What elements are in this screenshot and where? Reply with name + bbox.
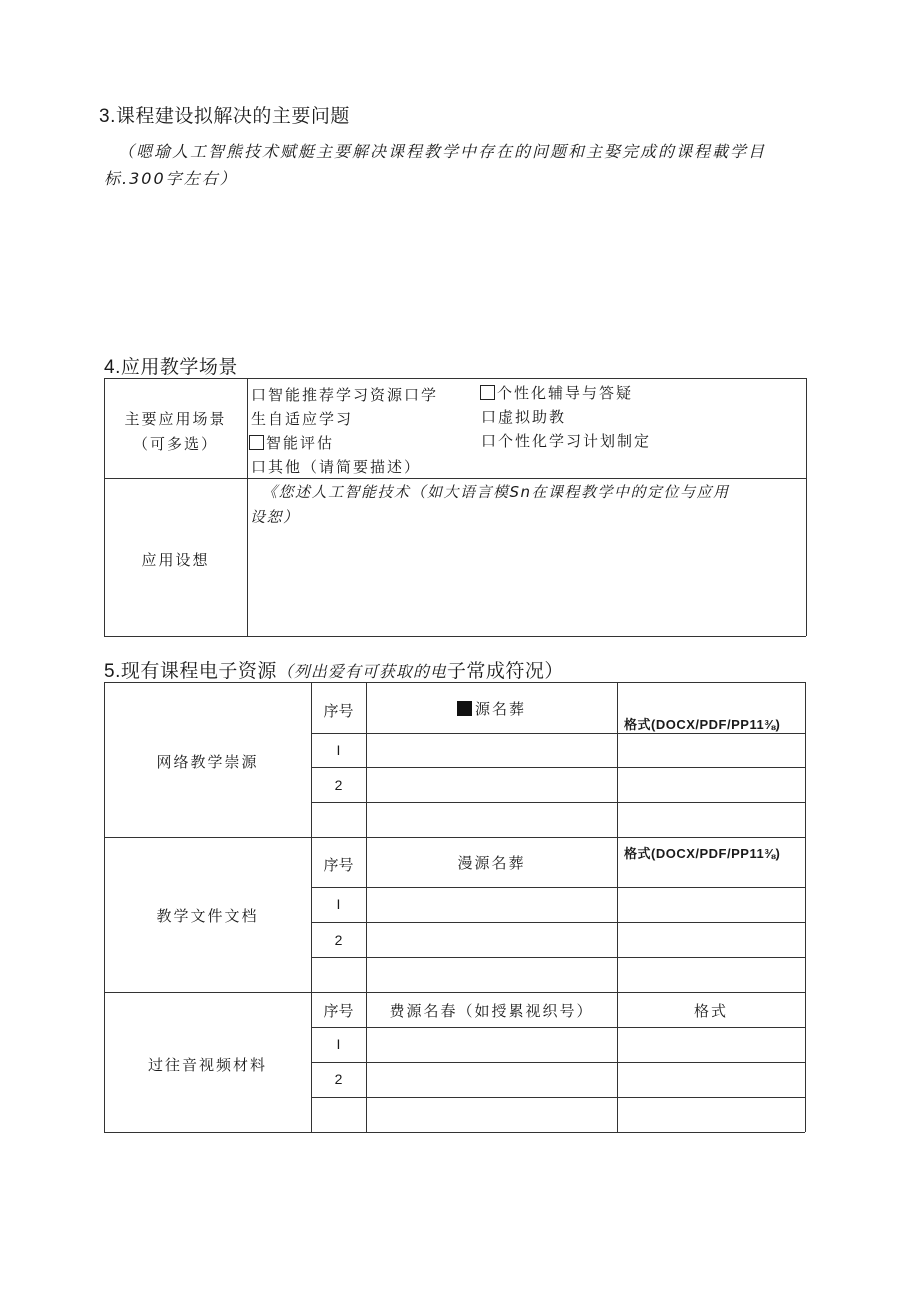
- group-label-teaching-documents: 教学文件文档: [156, 907, 259, 925]
- col-name-header: [366, 698, 617, 719]
- row-number: 2: [334, 1071, 343, 1087]
- col-seq-header: 序号: [323, 1002, 354, 1020]
- option-personal-tutoring[interactable]: [480, 382, 633, 403]
- option-smart-assessment-label: 智能评估: [266, 434, 335, 452]
- col-name-header: 费源名春（如授累视织号）: [389, 1002, 594, 1020]
- col-format-header: 格式(DOCX/PDF/PP11⅜): [624, 846, 781, 861]
- section3-note-line2: 标.300字左右）: [104, 169, 238, 188]
- checkbox-icon[interactable]: [249, 435, 264, 450]
- section5-title-note: （列出爱有可获取的电: [276, 664, 447, 681]
- section5-title: [104, 656, 564, 683]
- option-other[interactable]: 口其他（请简要描述）: [251, 458, 422, 476]
- group-label-av-materials: 过往音视频材料: [147, 1056, 267, 1074]
- section4-title: 4.应用教学场景: [104, 357, 238, 378]
- option-personal-tutoring-label: 个性化辅导与答疑: [497, 384, 634, 402]
- scenario-label-line1: 主要应用场景: [124, 410, 227, 428]
- col-name-header-text: 源名葬: [474, 700, 526, 718]
- application-idea-note-line2: 设恕）: [250, 508, 300, 526]
- option-personal-plan[interactable]: 口个性化学习计划制定: [481, 432, 652, 450]
- section3-note-line1: （嗯瑜人工智熊技术赋艇主要解决课程教学中存在的问题和主娶完成的课程載学目: [118, 142, 767, 161]
- application-idea-note-line1: 《您述人工智能技术（如大语言模Sn在课程教学中的定位与应用: [262, 483, 730, 501]
- row-number: I: [336, 896, 341, 912]
- scenario-label-line2: （可多选）: [132, 435, 218, 453]
- col-seq-header: 序号: [323, 702, 354, 720]
- row-number: I: [336, 1036, 341, 1052]
- checkbox-icon[interactable]: [480, 385, 495, 400]
- col-format-header: 格式(DOCX/PDF/PP11⅜): [624, 717, 781, 732]
- row-number: 2: [334, 777, 343, 793]
- option-virtual-ta[interactable]: 口虚拟助教: [481, 408, 567, 426]
- row-number: 2: [334, 932, 343, 948]
- option-smart-assessment[interactable]: [249, 432, 334, 453]
- row-number: I: [336, 742, 341, 758]
- filled-square-icon: [457, 701, 472, 716]
- col-name-header: 漫源名葬: [457, 854, 526, 872]
- col-format-header: 格式: [693, 1002, 728, 1020]
- section3-title: 3.课程建设拟解决的主要问题: [99, 106, 350, 127]
- section5-title-main: 5.现有课程电子资源: [104, 661, 277, 682]
- group-label-online-resources: 网络教学崇源: [156, 753, 259, 771]
- option-adaptive-learning-cont: 生自适应学习: [251, 410, 354, 428]
- option-smart-recommend[interactable]: 口智能推荐学习资源口学: [251, 386, 439, 404]
- application-idea-label: 应用设想: [141, 551, 210, 569]
- section5-title-tail: 子常成符况）: [446, 661, 564, 682]
- col-seq-header: 序号: [323, 856, 354, 874]
